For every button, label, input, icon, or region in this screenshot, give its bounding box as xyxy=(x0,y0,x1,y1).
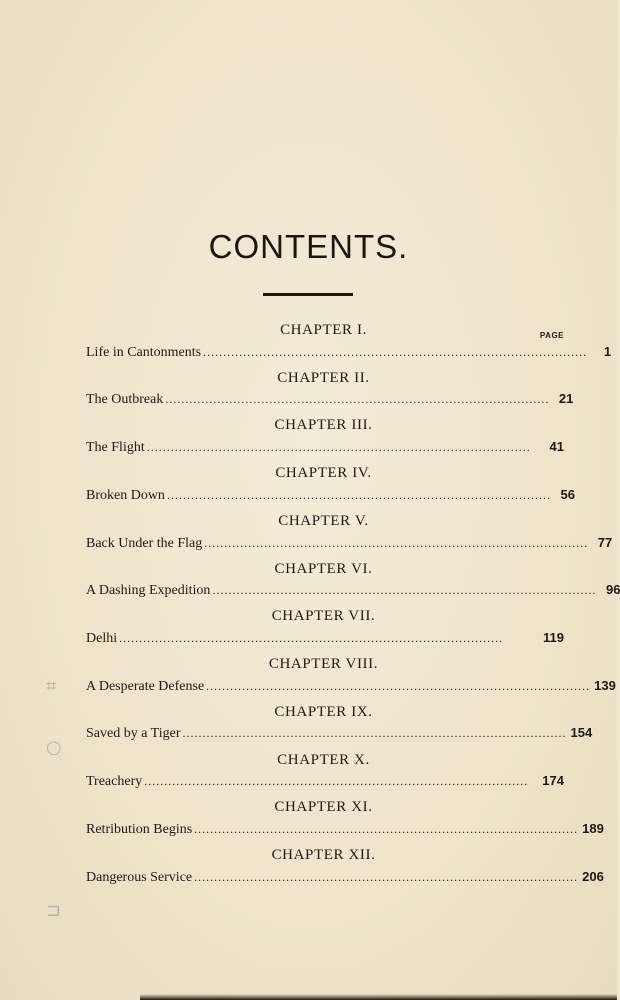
entry-page: 154 xyxy=(570,725,593,740)
entry-page: 56 xyxy=(560,487,575,502)
entry-page: 1 xyxy=(603,344,612,359)
leader-dots: ................................................................................................ xyxy=(212,583,597,597)
toc-entry[interactable] xyxy=(86,725,593,742)
entry-page: 96 xyxy=(605,582,620,597)
entry-title: The Flight xyxy=(86,440,145,455)
entry-page: 77 xyxy=(597,535,613,550)
leader-dots: ................................................................................................ xyxy=(119,631,504,645)
chapter-heading: CHAPTER VII. xyxy=(271,608,376,624)
chapter-heading: CHAPTER IX. xyxy=(274,704,373,720)
toc-entry[interactable] xyxy=(86,582,620,599)
page-column-label: PAGE xyxy=(539,331,564,340)
page-title: CONTENTS. xyxy=(208,228,409,265)
entry-title: Broken Down xyxy=(86,488,165,503)
toc-entry[interactable] xyxy=(86,821,604,838)
chapter-heading: CHAPTER IV. xyxy=(275,465,372,481)
toc-entry[interactable] xyxy=(86,439,564,456)
entry-title: Life in Cantonments xyxy=(86,345,202,360)
chapter-heading: CHAPTER XI. xyxy=(274,799,373,815)
entry-title: The Outbreak xyxy=(86,392,164,407)
entry-page: 174 xyxy=(542,773,564,788)
toc-entry[interactable] xyxy=(86,535,613,552)
chapter-heading: CHAPTER VIII. xyxy=(268,656,379,672)
entry-title: Back Under the Flag xyxy=(86,536,203,551)
library-stamp-mark: ○ xyxy=(46,737,62,758)
entry-page: 189 xyxy=(582,821,604,836)
leader-dots: ................................................................................................ xyxy=(194,870,579,884)
chapter-heading: CHAPTER X. xyxy=(277,752,370,768)
page-bottom-shadow xyxy=(140,994,617,1000)
leader-dots: ................................................................................................ xyxy=(165,392,550,406)
library-stamp-mark: ⊐ xyxy=(46,900,62,921)
title-rule xyxy=(263,293,353,296)
chapter-heading: CHAPTER III. xyxy=(274,417,373,433)
toc-entry[interactable] xyxy=(86,344,612,361)
chapter-heading: CHAPTER XII. xyxy=(271,847,376,863)
leader-dots: ................................................................................................ xyxy=(144,774,529,788)
entry-page: 206 xyxy=(582,869,604,884)
entry-page: 21 xyxy=(558,391,574,406)
leader-dots: ................................................................................................ xyxy=(206,679,591,693)
leader-dots: ................................................................................................ xyxy=(203,345,588,359)
toc-entry[interactable] xyxy=(86,773,564,790)
entry-page: 41 xyxy=(549,439,564,454)
entry-title: Delhi xyxy=(86,631,118,646)
leader-dots: ................................................................................................ xyxy=(204,536,589,550)
entry-title: Treachery xyxy=(86,774,143,789)
leader-dots: ................................................................................................ xyxy=(146,440,531,454)
entry-title: A Dashing Expedition xyxy=(86,583,211,598)
entry-title: Retribution Begins xyxy=(86,822,193,837)
entry-page: 139 xyxy=(594,678,616,693)
toc-entry[interactable] xyxy=(86,630,564,647)
chapter-heading: CHAPTER V. xyxy=(278,513,369,529)
toc-entry[interactable] xyxy=(86,487,575,504)
entry-page: 119 xyxy=(543,630,564,645)
chapter-heading: CHAPTER VI. xyxy=(274,561,373,577)
chapter-heading: CHAPTER I. xyxy=(280,322,367,338)
leader-dots: ................................................................................................ xyxy=(166,488,551,502)
leader-dots: ................................................................................................ xyxy=(182,726,567,740)
library-stamp-mark: ⌗ xyxy=(46,676,57,697)
leader-dots: ................................................................................................ xyxy=(194,822,579,836)
chapter-heading: CHAPTER II. xyxy=(277,370,370,386)
entry-title: A Desperate Defense xyxy=(86,679,205,694)
entry-title: Dangerous Service xyxy=(86,870,193,885)
entry-title: Saved by a Tiger xyxy=(86,726,181,741)
toc-entry[interactable] xyxy=(86,869,604,886)
toc-entry[interactable] xyxy=(86,391,574,408)
toc-entry[interactable] xyxy=(86,678,616,695)
